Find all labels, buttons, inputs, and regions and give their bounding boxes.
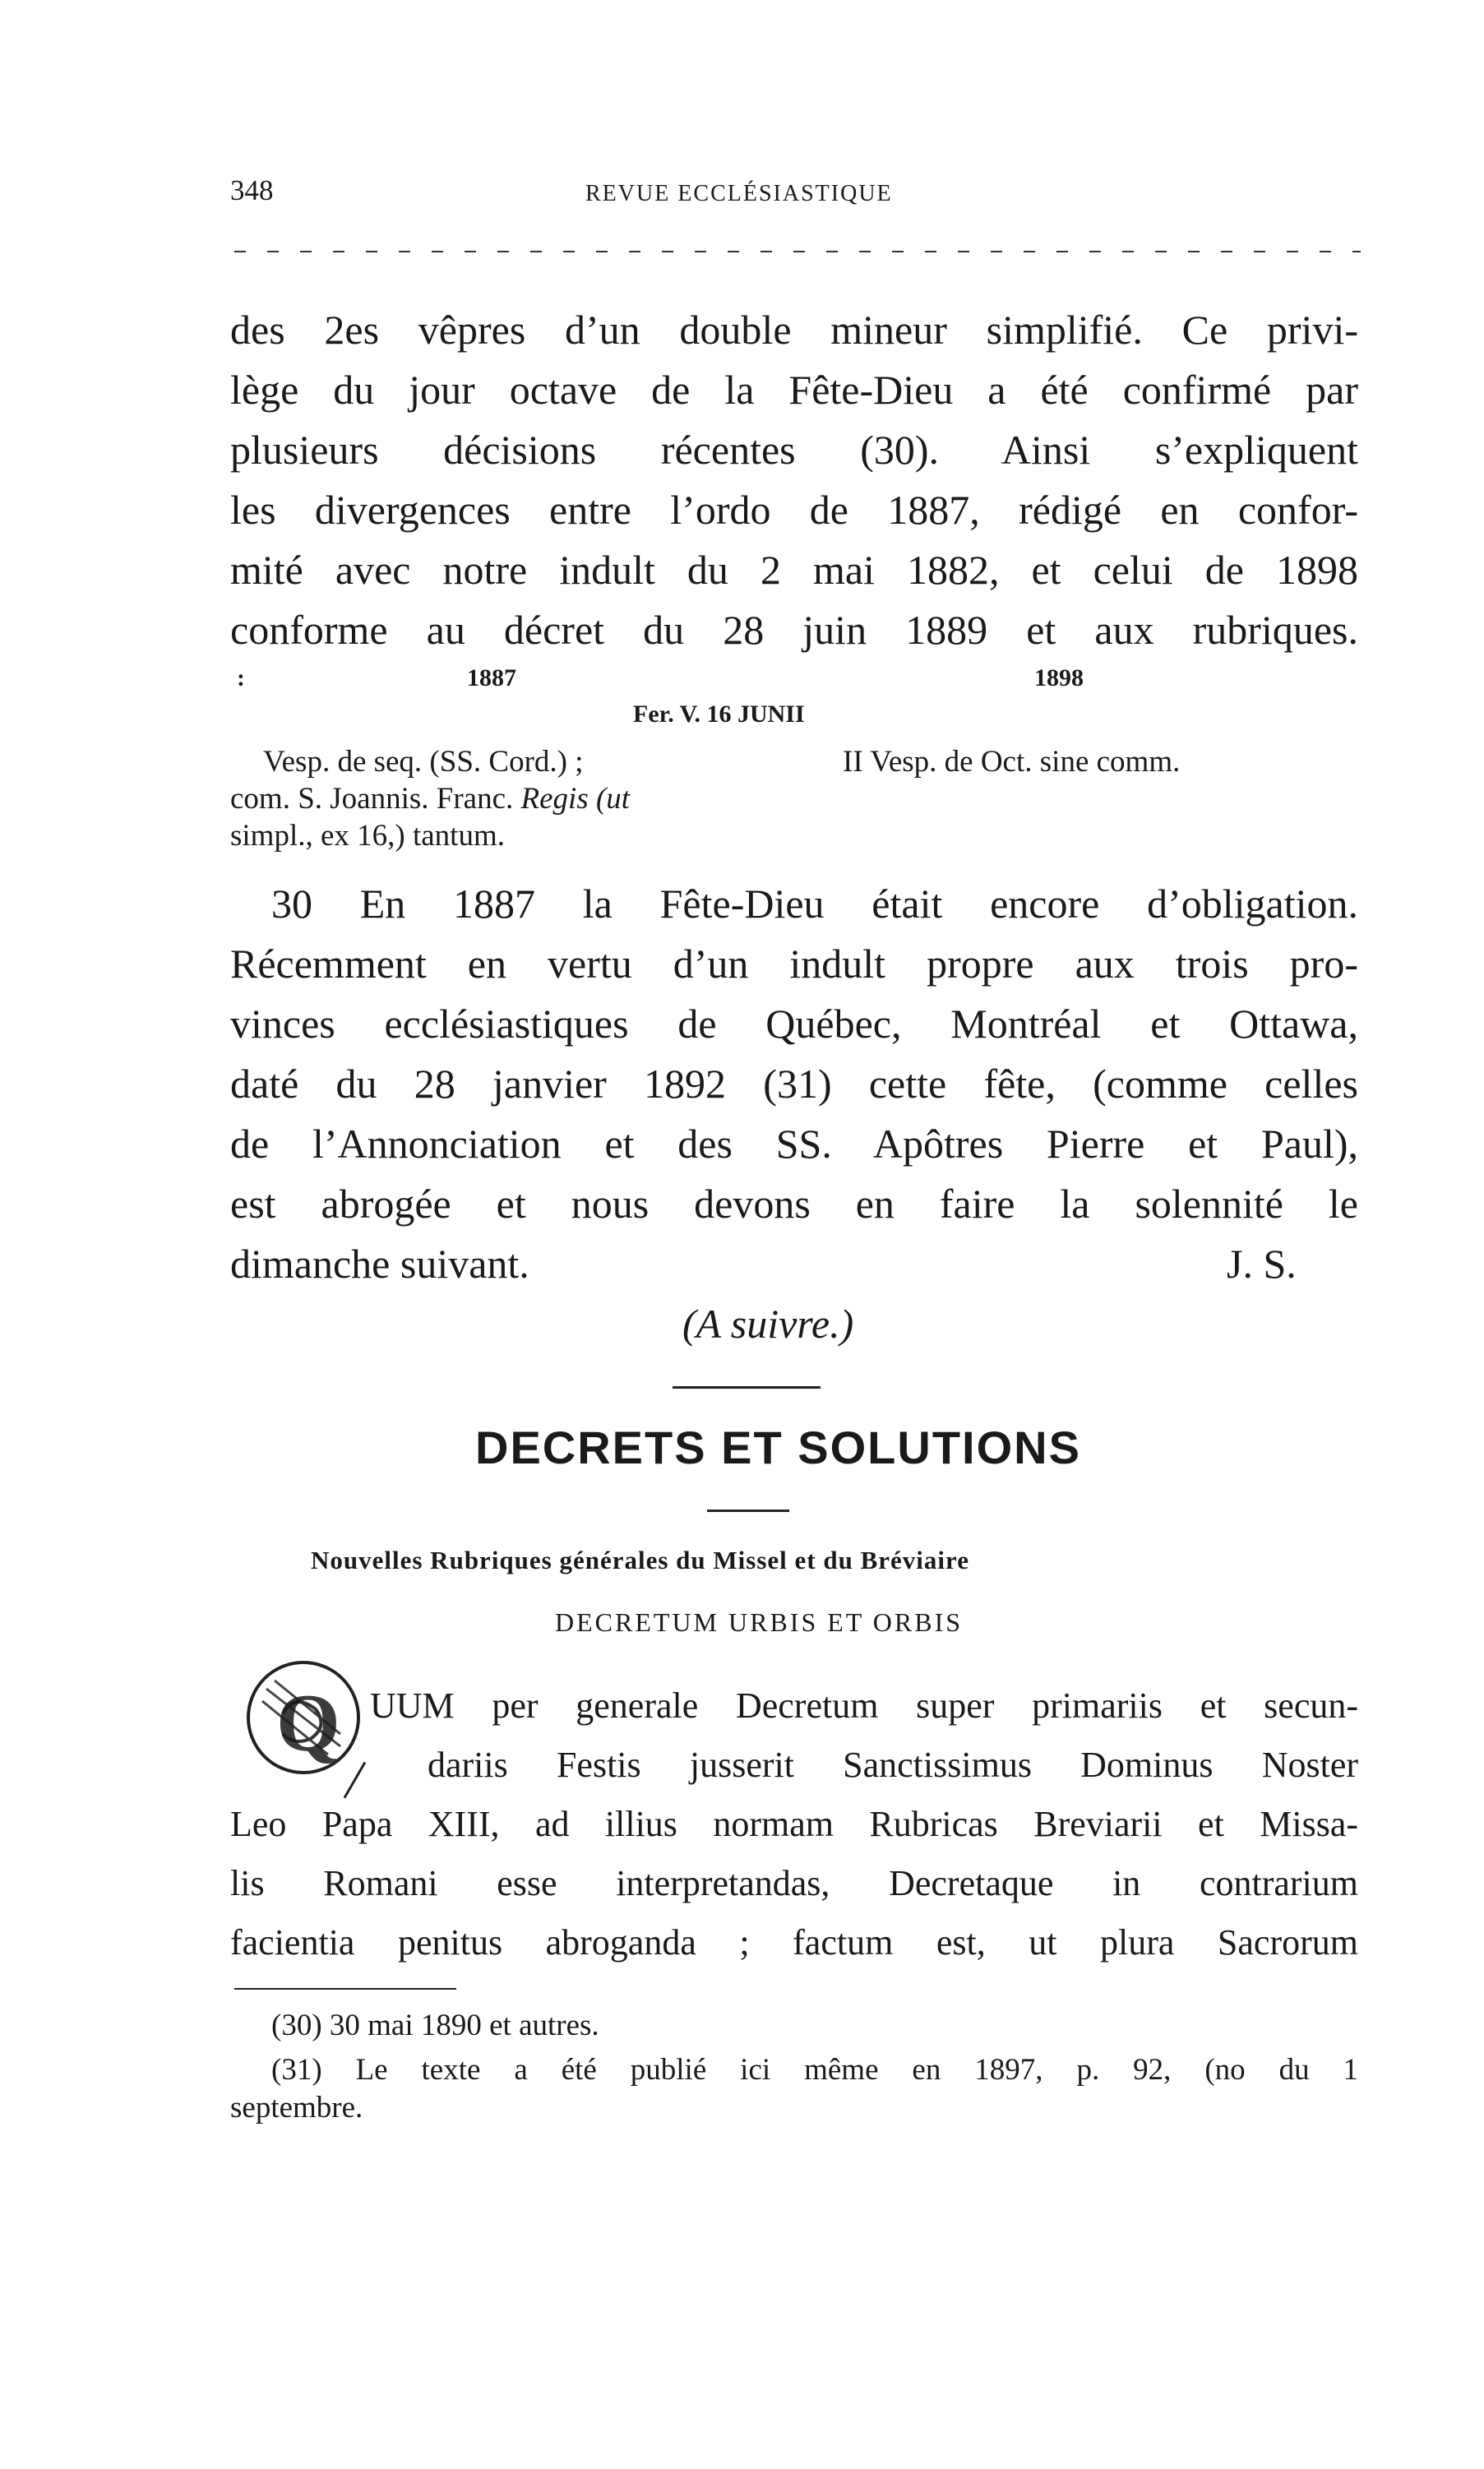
column-1898: 1898 (1034, 664, 1084, 691)
paragraph-line: Récemment en vertu d’un indult propre aux trois pro- (230, 941, 1358, 987)
page-number: 348 (230, 174, 274, 206)
section-subrule (707, 1510, 789, 1512)
paragraph-line: est abrogée et nous devons en faire la solennité le (230, 1181, 1358, 1227)
paragraph-line: lège du jour octave de la Fête-Dieu a été confirmé par (230, 367, 1358, 413)
section-title: DECRETS ET SOLUTIONS (475, 1422, 1081, 1473)
decree-line: facientia penitus abroganda ; factum est, ut plura Sacrorum (230, 1922, 1358, 1963)
decree-line: Leo Papa XIII, ad illius normam Rubricas Breviarii et Missa- (230, 1804, 1358, 1844)
paragraph-line: plusieurs décisions récentes (30). Ainsi s’expliquent (230, 427, 1358, 473)
section-subtitle: Nouvelles Rubriques générales du Missel et du Bréviaire (311, 1546, 969, 1574)
paragraph-line: des 2es vêpres d’un double mineur simplifié. Ce privi- (230, 307, 1358, 353)
paragraph-line: de l’Annonciation et des SS. Apôtres Pierre et Paul), (230, 1121, 1358, 1167)
running-title: REVUE ECCLÉSIASTIQUE (585, 181, 893, 206)
decree-line: UUM per generale Decretum super primariis et secun- (370, 1685, 1358, 1726)
section-rule (673, 1386, 821, 1389)
dropcap-tail (344, 1762, 367, 1799)
header-rule (234, 251, 1361, 252)
table-subheading: Fer. V. 16 JUNII (633, 700, 805, 728)
paragraph-line: dimanche suivant. (230, 1241, 529, 1287)
paragraph-line: les divergences entre l’ordo de 1887, rédigé en confor- (230, 487, 1358, 533)
paragraph-line: mité avec notre indult du 2 mai 1882, et celui de 1898 (230, 547, 1358, 593)
column-1887: 1887 (467, 664, 516, 691)
table-left-line: Vesp. de seq. (SS. Cord.) ; (263, 745, 584, 779)
to-follow-note: (A suivre.) (682, 1301, 854, 1347)
drop-cap-letter: Q (276, 1677, 340, 1769)
footnote-31: (31) Le texte a été publié ici même en 1897, p. 92, (no du 1 (271, 2053, 1358, 2087)
author-signature: J. S. (1227, 1241, 1297, 1287)
table-left-line: com. S. Joannis. Franc. Regis (ut (230, 782, 631, 816)
paragraph-line: vinces ecclésiastiques de Québec, Montréal et Ottawa, (230, 1001, 1358, 1047)
table-right-line: II Vesp. de Oct. sine comm. (843, 745, 1181, 779)
footnote-30: (30) 30 mai 1890 et autres. (271, 2009, 599, 2042)
decree-line: dariis Festis jusserit Sanctissimus Dominus Noster (428, 1745, 1358, 1785)
footnote-31-continued: septembre. (230, 2091, 363, 2125)
decree-title: DECRETUM URBIS ET ORBIS (555, 1607, 964, 1637)
drop-cap (247, 1661, 360, 1774)
footnote-rule (234, 1988, 456, 1990)
table-left-line: simpl., ex 16,) tantum. (230, 819, 505, 853)
decree-line: lis Romani esse interpretandas, Decretaque in contrarium (230, 1863, 1358, 1903)
paragraph-line: conforme au décret du 28 juin 1889 et aux rubriques. (230, 607, 1358, 653)
table-marker: : (237, 664, 245, 691)
paragraph-line: daté du 28 janvier 1892 (31) cette fête, (comme celles (230, 1061, 1358, 1107)
paragraph-line: 30 En 1887 la Fête-Dieu était encore d’obligation. (271, 881, 1358, 927)
